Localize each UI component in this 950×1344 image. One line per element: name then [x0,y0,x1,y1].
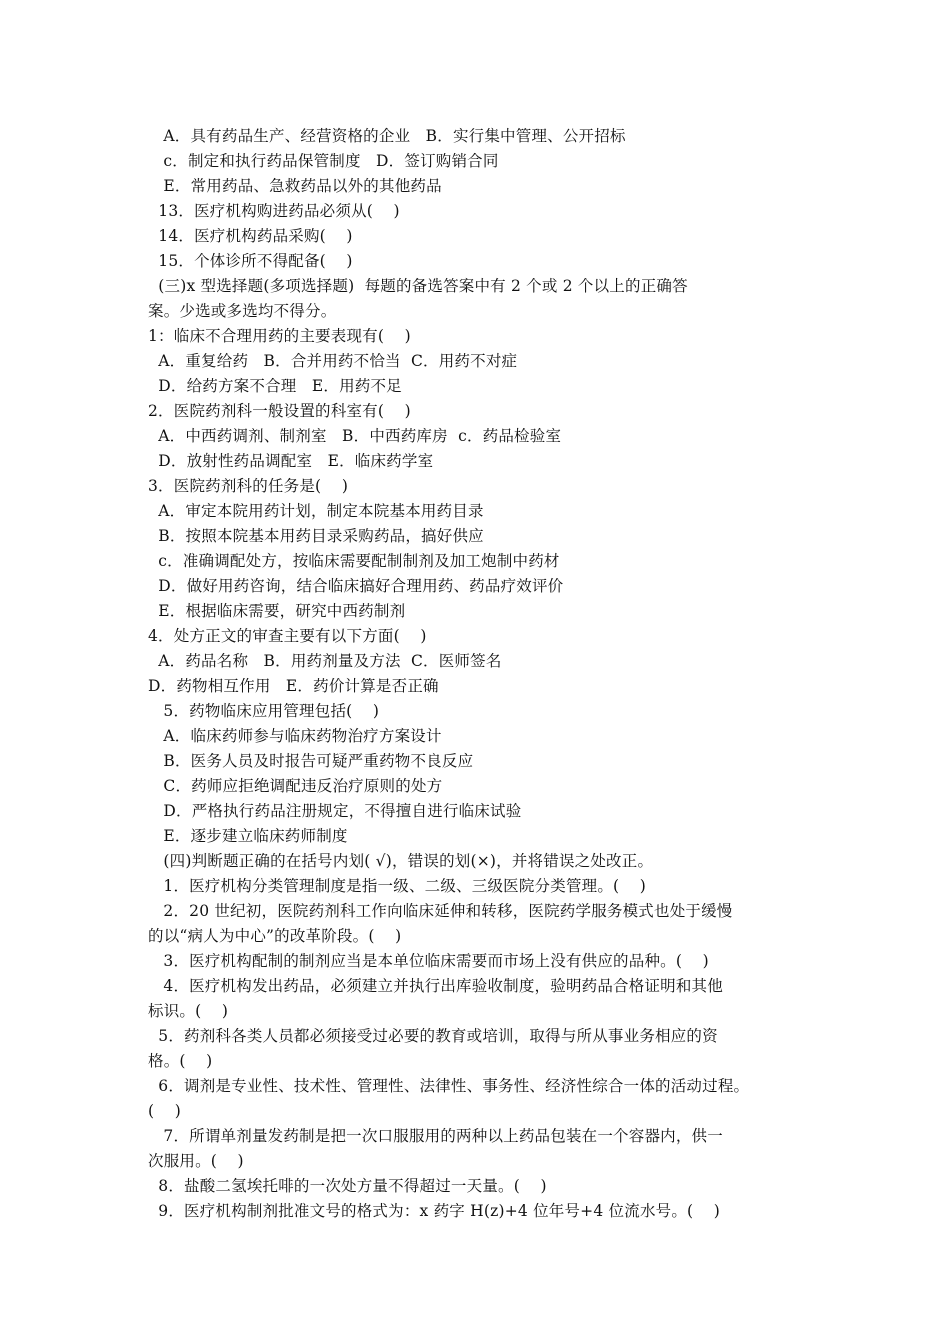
text-line: E．常用药品、急救药品以外的其他药品 [148,177,442,195]
text-line: c．制定和执行药品保管制度 D．签订购销合同 [148,152,499,170]
question: 4．处方正文的审查主要有以下方面( ) [148,627,427,645]
section-heading: (三)x 型选择题(多项选择题) 每题的备选答案中有 2 个或 2 个以上的正确答 [148,277,688,295]
options: A．药品名称 B．用药剂量及方法 C．医师签名 [148,652,502,670]
option: B．按照本院基本用药目录采购药品，搞好供应 [148,527,484,545]
statement: 2．20 世纪初，医院药剂科工作向临床延伸和转移，医院药学服务模式也处于缓慢 [148,902,733,920]
option: A．临床药师参与临床药物治疗方案设计 [148,727,442,745]
options: A．中西药调剂、制剂室 B．中西药库房 c．药品检验室 [148,427,562,445]
option: B．医务人员及时报告可疑严重药物不良反应 [148,752,474,770]
statement: 1．医疗机构分类管理制度是指一级、二级、三级医院分类管理。( ) [148,877,647,895]
option: A．审定本院用药计划，制定本院基本用药目录 [148,502,484,520]
statement: 6．调剂是专业性、技术性、管理性、法律性、事务性、经济性综合一体的活动过程。 [148,1077,750,1095]
statement: 的以“病人为中心”的改革阶段。( ) [148,927,402,945]
statement: 7．所谓单剂量发药制是把一次口服服用的两种以上药品包装在一个容器内，供一 [148,1127,723,1145]
options: A．重复给药 B．合并用药不恰当 C．用药不对症 [148,352,518,370]
statement: 次服用。( ) [148,1152,244,1170]
option: C．药师应拒绝调配违反治疗原则的处方 [148,777,443,795]
statement: 9．医疗机构制剂批准文号的格式为：x 药字 H(z)+4 位年号+4 位流水号。( ) [148,1202,721,1220]
statement: 标识。( ) [148,1002,229,1020]
option: D．做好用药咨询，结合临床搞好合理用药、药品疗效评价 [148,577,564,595]
statement: 4．医疗机构发出药品，必须建立并执行出库验收制度，验明药品合格证明和其他 [148,977,723,995]
option: D．严格执行药品注册规定，不得擅自进行临床试验 [148,802,522,820]
statement: ( ) [148,1102,182,1120]
option: E．根据临床需要，研究中西药制剂 [148,602,406,620]
option: c．准确调配处方，按临床需要配制制剂及加工炮制中药材 [148,552,560,570]
options: D．放射性药品调配室 E．临床药学室 [148,452,434,470]
question: 3．医院药剂科的任务是( ) [148,477,349,495]
section-heading: (四)判断题正确的在括号内划( √)，错误的划(×)，并将错误之处改正。 [148,852,654,870]
text-line: A．具有药品生产、经营资格的企业 B．实行集中管理、公开招标 [148,127,626,145]
text-line: 案。少选或多选均不得分。 [148,302,337,320]
text-line: 13．医疗机构购进药品必须从( ) [148,202,400,220]
statement: 格。( ) [148,1052,213,1070]
text-line: 14．医疗机构药品采购( ) [148,227,353,245]
statement: 8．盐酸二氢埃托啡的一次处方量不得超过一天量。( ) [148,1177,547,1195]
option: E．逐步建立临床药师制度 [148,827,348,845]
question: 1：临床不合理用药的主要表现有( ) [148,327,411,345]
statement: 3．医疗机构配制的制剂应当是本单位临床需要而市场上没有供应的品种。( ) [148,952,709,970]
options: D．药物相互作用 E．药价计算是否正确 [148,677,439,695]
statement: 5．药剂科各类人员都必须接受过必要的教育或培训，取得与所从事业务相应的资 [148,1027,718,1045]
question: 2．医院药剂科一般设置的科室有( ) [148,402,411,420]
question: 5．药物临床应用管理包括( ) [148,702,380,720]
text-line: 15．个体诊所不得配备( ) [148,252,353,270]
options: D．给药方案不合理 E．用药不足 [148,377,402,395]
